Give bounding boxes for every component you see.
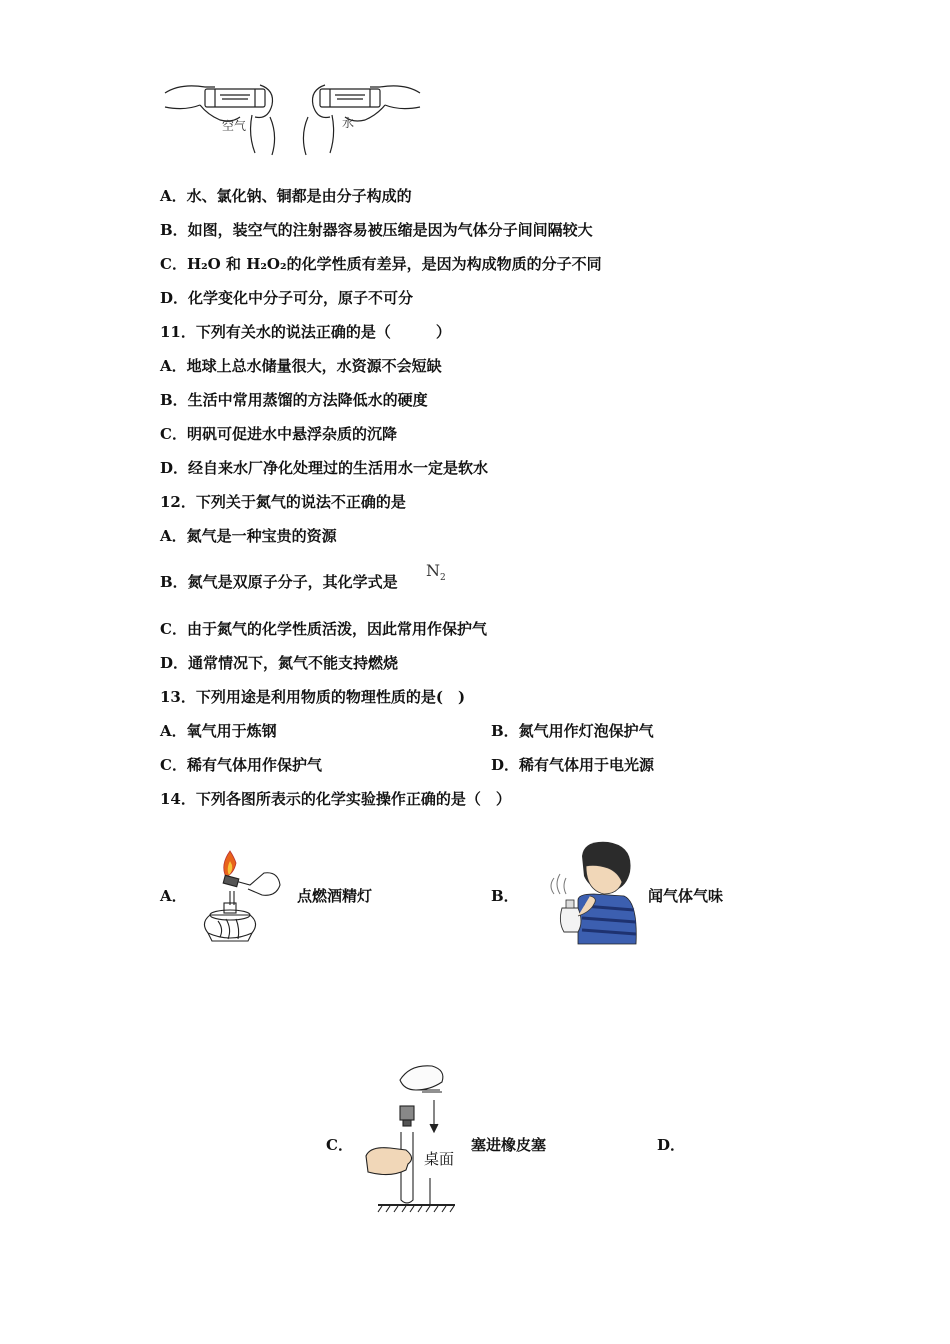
q14-option-a-caption: 点燃酒精灯	[297, 887, 373, 905]
water-label: 水	[342, 116, 355, 130]
q14-option-c-caption: 塞进橡皮塞	[471, 1136, 547, 1154]
q11-option-d: D．经自来水厂净化处理过的生活用水一定是软水	[160, 459, 489, 477]
q13-stem: 13．下列用途是利用物质的物理性质的是( )	[160, 688, 466, 706]
rubber-stopper-image	[360, 1060, 465, 1215]
air-label: 空气	[222, 119, 247, 133]
q14-option-a-letter: A．	[160, 887, 187, 905]
n2-formula: $N_2$	[426, 561, 446, 584]
q12-option-d: D．通常情况下，氮气不能支持燃烧	[160, 654, 399, 672]
q12-option-b: B．氮气是双原子分子，其化学式是	[160, 573, 398, 591]
q10-option-b: B．如图，装空气的注射器容易被压缩是因为气体分子间间隔较大	[160, 221, 593, 239]
q12-option-a: A．氮气是一种宝贵的资源	[160, 527, 337, 545]
q12-option-c: C．由于氮气的化学性质活泼，因此常用作保护气	[160, 620, 487, 638]
q13-option-c: C．稀有气体用作保护气	[160, 756, 322, 774]
q11-option-b: B．生活中常用蒸馏的方法降低水的硬度	[160, 391, 428, 409]
q10-option-a: A．水、氯化钠、铜都是由分子构成的	[160, 187, 412, 205]
q13-option-d: D．稀有气体用于电光源	[491, 756, 655, 774]
q14-option-c-letter: C．	[326, 1136, 353, 1154]
smell-gas-image	[538, 838, 640, 948]
q12-stem: 12．下列关于氮气的说法不正确的是	[160, 493, 406, 511]
syringe-figure	[160, 75, 425, 157]
q14-option-d-letter: D．	[657, 1136, 686, 1154]
q14-option-b-caption: 闻气体气味	[648, 887, 724, 905]
q11-option-a: A．地球上总水储量很大，水资源不会短缺	[160, 357, 442, 375]
alcohol-lamp-image	[190, 843, 295, 948]
desk-label: 桌面	[424, 1150, 455, 1168]
q14-option-b-letter: B．	[491, 887, 519, 905]
q10-option-d: D．化学变化中分子可分，原子不可分	[160, 289, 414, 307]
q13-option-a: A．氧气用于炼钢	[160, 722, 277, 740]
q10-option-c: C．H₂O 和 H₂O₂的化学性质有差异，是因为构成物质的分子不同	[160, 255, 602, 273]
q11-option-c: C．明矾可促进水中悬浮杂质的沉降	[160, 425, 397, 443]
q11-stem: 11．下列有关水的说法正确的是（ ）	[160, 323, 451, 341]
q13-option-b: B．氮气用作灯泡保护气	[491, 722, 654, 740]
q14-stem: 14．下列各图所表示的化学实验操作正确的是（ ）	[160, 790, 511, 808]
